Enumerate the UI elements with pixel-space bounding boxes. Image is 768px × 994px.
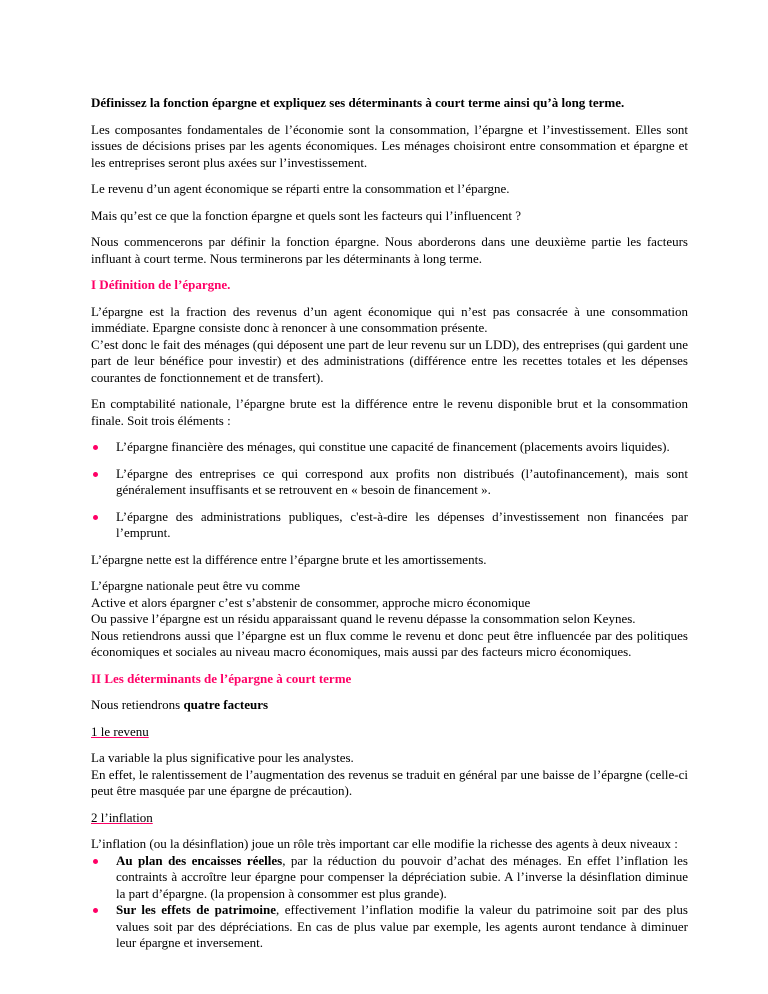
definition-line: C’est donc le fait des ménages (qui déposent une part de leur revenu sur un LDD), des entreprises (qui gardent une part de leur bénéfice pour investir) et des administrations (différence entre les recettes totales et les dépenses courantes de fonctionnement et de transfert). [91,336,688,385]
bold-text: Au plan des encaisses réelles [116,852,283,868]
bullet-icon [93,472,98,477]
subsection-title [91,810,688,827]
text-line: Active et alors épargner c’est s’abstenir de consommer, approche micro économique [91,594,531,610]
text-line: L’épargne nationale peut être vu comme [91,578,301,593]
subsection-title [91,724,688,741]
nette-paragraph: L’épargne nette est la différence entre l’épargne brute et les amortissements. [91,551,487,567]
definition-paragraph [91,304,688,387]
section-heading: II Les déterminants de l’épargne à court terme [91,670,352,686]
revenu-paragraph [91,750,688,800]
intro-paragraph: Nous commencerons par définir la fonction épargne. Nous aborderons dans une deuxième partie les facteurs influant à court terme. Nous terminerons par les déterminants à long terme. [91,234,688,266]
document-page [91,95,688,962]
list-item-text: , par la réduction du pouvoir d’achat des ménages. En effet l’inflation les contraints à accroître leur épargne pour compenser la dépréciation subie. A l’inverse la désinflation diminue la part d’épargne. (la propension à consommer est plus grande). [116,852,688,901]
text-line: En effet, le ralentissement de l’augmentation des revenus se traduit en général par une baisse de l’épargne (celle-ci peut être masquée par une épargne de précaution). [91,766,688,798]
bold-text: Sur les effets de patrimoine [116,902,277,917]
intro-paragraph: Le revenu d’un agent économique se réparti entre la consommation et l’épargne. [91,181,510,196]
list-item [91,902,688,952]
intro-paragraph: Mais qu’est ce que la fonction épargne et quels sont les facteurs qui l’influencent ? [91,207,522,223]
factors-intro [91,697,688,714]
list-item [91,466,688,499]
bullet-list [91,439,688,542]
text-line: Ou passive l’épargne est un résidu apparaissant quand le revenu dépasse la consommation selon Keynes. [91,611,636,626]
document-title: Définissez la fonction épargne et expliquez ses déterminants à court terme ainsi qu’à long terme. [91,95,625,110]
comptabilite-paragraph: En comptabilité nationale, l’épargne brute est la différence entre le revenu disponible brut et la consommation finale. Soit trois éléments : [91,396,688,428]
bullet-icon [93,445,98,450]
text-line: La variable la plus significative pour les analystes. [91,750,354,765]
bullet-list [91,853,688,952]
definition-line: L’épargne est la fraction des revenus d’un agent économique qui n’est pas consacrée à une consommation immédiate. Epargne consiste donc à renoncer à une consommation présente. [91,303,688,335]
bullet-icon [93,859,98,864]
list-item [91,439,688,456]
subsection-title-text: 2 l’inflation [91,809,153,825]
nationale-paragraph [91,578,688,661]
bullet-icon [93,515,98,520]
bullet-icon [93,908,98,913]
list-item-text: L’épargne des administrations publiques, c'est-à-dire les dépenses d’investissement non financées par l’emprunt. [116,508,688,540]
intro-paragraph: Les composantes fondamentales de l’économie sont la consommation, l’épargne et l’investissement. Elles sont issues de décisions prises par les agents économiques. Les ménages choisiront entre consommation et épargne et les entreprises seront plus axées sur l’investissement. [91,121,688,170]
bold-text: quatre facteurs [183,697,269,712]
list-item [91,853,688,903]
list-item [91,509,688,542]
list-item-text: , effectivement l’inflation modifie la valeur du patrimoine soit par des plus values soit par des dépréciations. En cas de plus value par exemple, les agents auront tendance à diminuer leur épargne et inversement. [116,902,688,950]
subsection-title-text: 1 le revenu [91,723,149,739]
list-item-text: L’épargne des entreprises ce qui correspond aux profits non distribués (l’autofinancement), mais sont généralement insuffisants et se retrouvent en « besoin de financement ». [116,465,688,497]
section-heading: I Définition de l’épargne. [91,277,231,292]
text: Nous retiendrons [91,697,184,712]
list-item-text: L’épargne financière des ménages, qui constitue une capacité de financement (placements avoirs liquides). [116,439,670,454]
inflation-paragraph: L’inflation (ou la désinflation) joue un rôle très important car elle modifie la richesse des agents à deux niveaux : [91,836,678,851]
text-line: Nous retiendrons aussi que l’épargne est un flux comme le revenu et donc peut être influencée par des politiques économiques et sociales au niveau macro économiques, mais aussi par des facteurs micro économiques. [91,627,688,659]
